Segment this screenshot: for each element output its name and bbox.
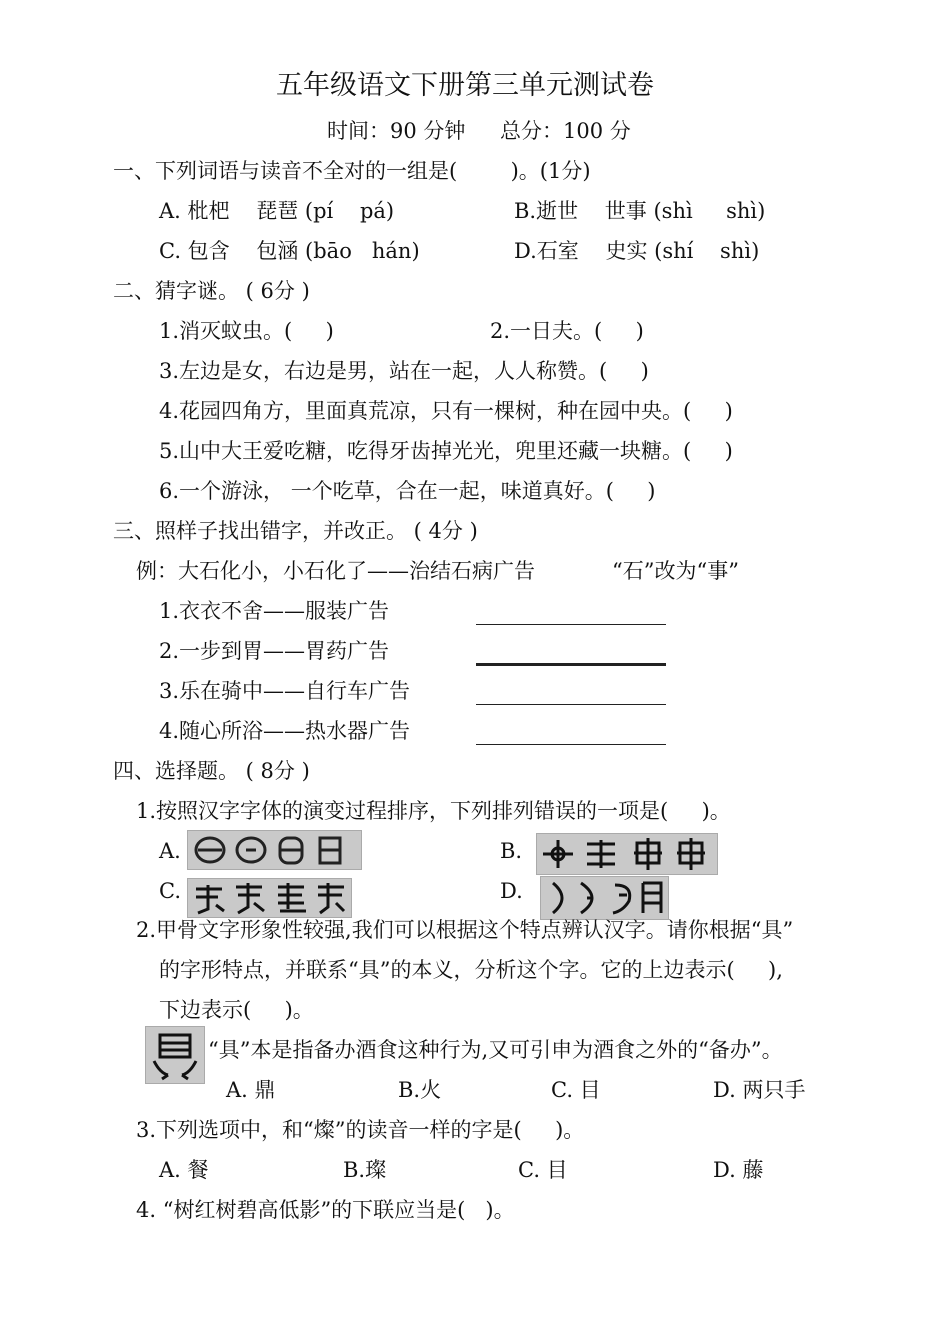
q4-3-question: 3.下列选项中，和“燦”的读音一样的字是( )。 <box>136 1118 585 1142</box>
q3-answer-line-1[interactable] <box>476 624 666 625</box>
q4-1-question: 1.按照汉字字体的演变过程排序，下列排列错误的一项是( )。 <box>136 799 731 823</box>
ju-oracle-bone-image <box>145 1026 205 1084</box>
q4-2-note: “具”本是指备办酒食这种行为,又可引申为酒食之外的“备办”。 <box>208 1038 783 1062</box>
q4-1-option-b-label: B. <box>500 839 523 863</box>
q3-answer-line-3[interactable] <box>476 704 666 705</box>
q2-item-2: 2.一日夫。( ) <box>490 319 644 343</box>
page-title: 五年级语文下册第三单元测试卷 <box>276 70 654 101</box>
q4-2-line-3: 下边表示( )。 <box>159 998 314 1022</box>
q3-item-3: 3.乐在骑中——自行车广告 <box>159 679 411 703</box>
q3-item-4: 4.随心所浴——热水器广告 <box>159 719 411 743</box>
exam-time: 时间：90 分钟 <box>327 119 466 143</box>
q2-heading: 二、猜字谜。 ( 6分 ) <box>113 279 310 303</box>
q4-2-option-c: C. 目 <box>551 1078 601 1102</box>
moon-evolution-image <box>540 876 669 920</box>
q1-option-b: B.逝世 世事 (shì shì) <box>514 199 766 223</box>
q4-2-option-a: A. 鼎 <box>226 1078 276 1102</box>
q4-1-option-c-label: C. <box>159 879 181 903</box>
q4-3-option-c: C. 目 <box>518 1158 568 1182</box>
q1-heading: 一、下列词语与读音不全对的一组是( )。(1分) <box>113 159 591 183</box>
q4-3-option-b: B.璨 <box>343 1158 387 1182</box>
q4-3-option-a: A. 餐 <box>159 1158 209 1182</box>
q4-1-option-a-label: A. <box>159 839 181 863</box>
q4-4-question: 4. “树红树碧高低影”的下联应当是( )。 <box>136 1198 515 1222</box>
q4-2-option-b: B.火 <box>398 1078 442 1102</box>
q3-example: 例：大石化小，小石化了——治结石病广告 <box>136 559 535 583</box>
q3-item-2: 2.一步到胃——胃药广告 <box>159 639 390 663</box>
q2-item-1: 1.消灭蚊虫。( ) <box>159 319 334 343</box>
cart-evolution-image <box>536 833 718 875</box>
q4-2-option-d: D. 两只手 <box>713 1078 806 1102</box>
horse-evolution-image <box>187 878 352 918</box>
q4-1-option-d-label: D. <box>500 879 523 903</box>
q2-item-4: 4.花园四角方，里面真荒凉，只有一棵树，种在园中央。( ) <box>159 399 733 423</box>
q1-option-d: D.石室 史实 (shí shì) <box>514 239 760 263</box>
q3-example-answer: “石”改为“事” <box>612 559 739 583</box>
q3-answer-line-2[interactable] <box>476 663 666 666</box>
q4-heading: 四、选择题。 ( 8分 ) <box>113 759 310 783</box>
q2-item-6: 6.一个游泳， 一个吃草，合在一起，味道真好。( ) <box>159 479 656 503</box>
q1-option-a: A. 枇杷 琵琶 (pí pá) <box>159 199 395 223</box>
sun-evolution-image <box>187 830 362 870</box>
q3-heading: 三、照样子找出错字，并改正。 ( 4分 ) <box>113 519 478 543</box>
q4-3-option-d: D. 藤 <box>713 1158 764 1182</box>
q4-2-line-1: 2.甲骨文字形象性较强,我们可以根据这个特点辨认汉字。请你根据“具” <box>136 918 794 942</box>
q3-answer-line-4[interactable] <box>476 744 666 745</box>
q1-option-c: C. 包含 包涵 (bāo hán) <box>159 239 420 263</box>
q2-item-5: 5.山中大王爱吃糖，吃得牙齿掉光光，兜里还藏一块糖。( ) <box>159 439 733 463</box>
q4-2-line-2: 的字形特点，并联系“具”的本义，分析这个字。它的上边表示( ), <box>159 958 783 982</box>
exam-total-score: 总分：100 分 <box>500 119 631 143</box>
q3-item-1: 1.衣衣不舍——服装广告 <box>159 599 390 623</box>
q2-item-3: 3.左边是女，右边是男，站在一起，人人称赞。( ) <box>159 359 649 383</box>
